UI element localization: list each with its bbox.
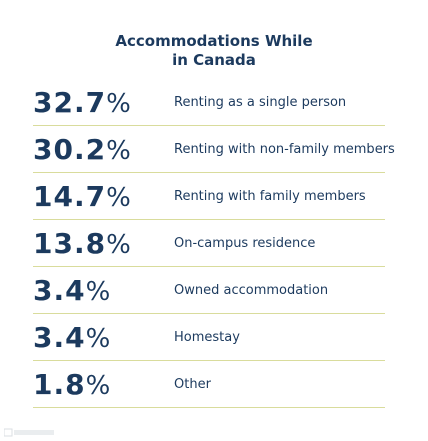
table-row [33, 267, 385, 314]
category-label: Renting with family members [174, 189, 366, 204]
category-label: Renting with non-family members [174, 142, 395, 157]
accommodation-table [33, 79, 395, 408]
table-row [33, 220, 385, 267]
chart-title-line-1: Accommodations While [115, 32, 313, 50]
percentage-value: 14.7% [33, 180, 132, 213]
percentage-value: 32.7% [33, 86, 132, 119]
logo-watermark-icon [4, 428, 58, 437]
table-row [33, 173, 385, 220]
chart-title-line-2: in Canada [172, 51, 256, 69]
percentage-value: 30.2% [33, 133, 132, 166]
table-row [33, 361, 385, 408]
table-row [33, 126, 395, 173]
table-row [33, 79, 385, 126]
percentage-value: 1.8% [33, 368, 112, 401]
table-row [33, 314, 385, 361]
category-label: Homestay [174, 330, 240, 345]
category-label: Renting as a single person [174, 95, 347, 110]
percentage-value: 3.4% [33, 274, 112, 307]
category-label: On-campus residence [174, 236, 316, 251]
percentage-value: 3.4% [33, 321, 112, 354]
category-label: Owned accommodation [174, 283, 329, 298]
chart-title [0, 32, 428, 70]
percentage-value: 13.8% [33, 227, 132, 260]
category-label: Other [174, 377, 211, 392]
